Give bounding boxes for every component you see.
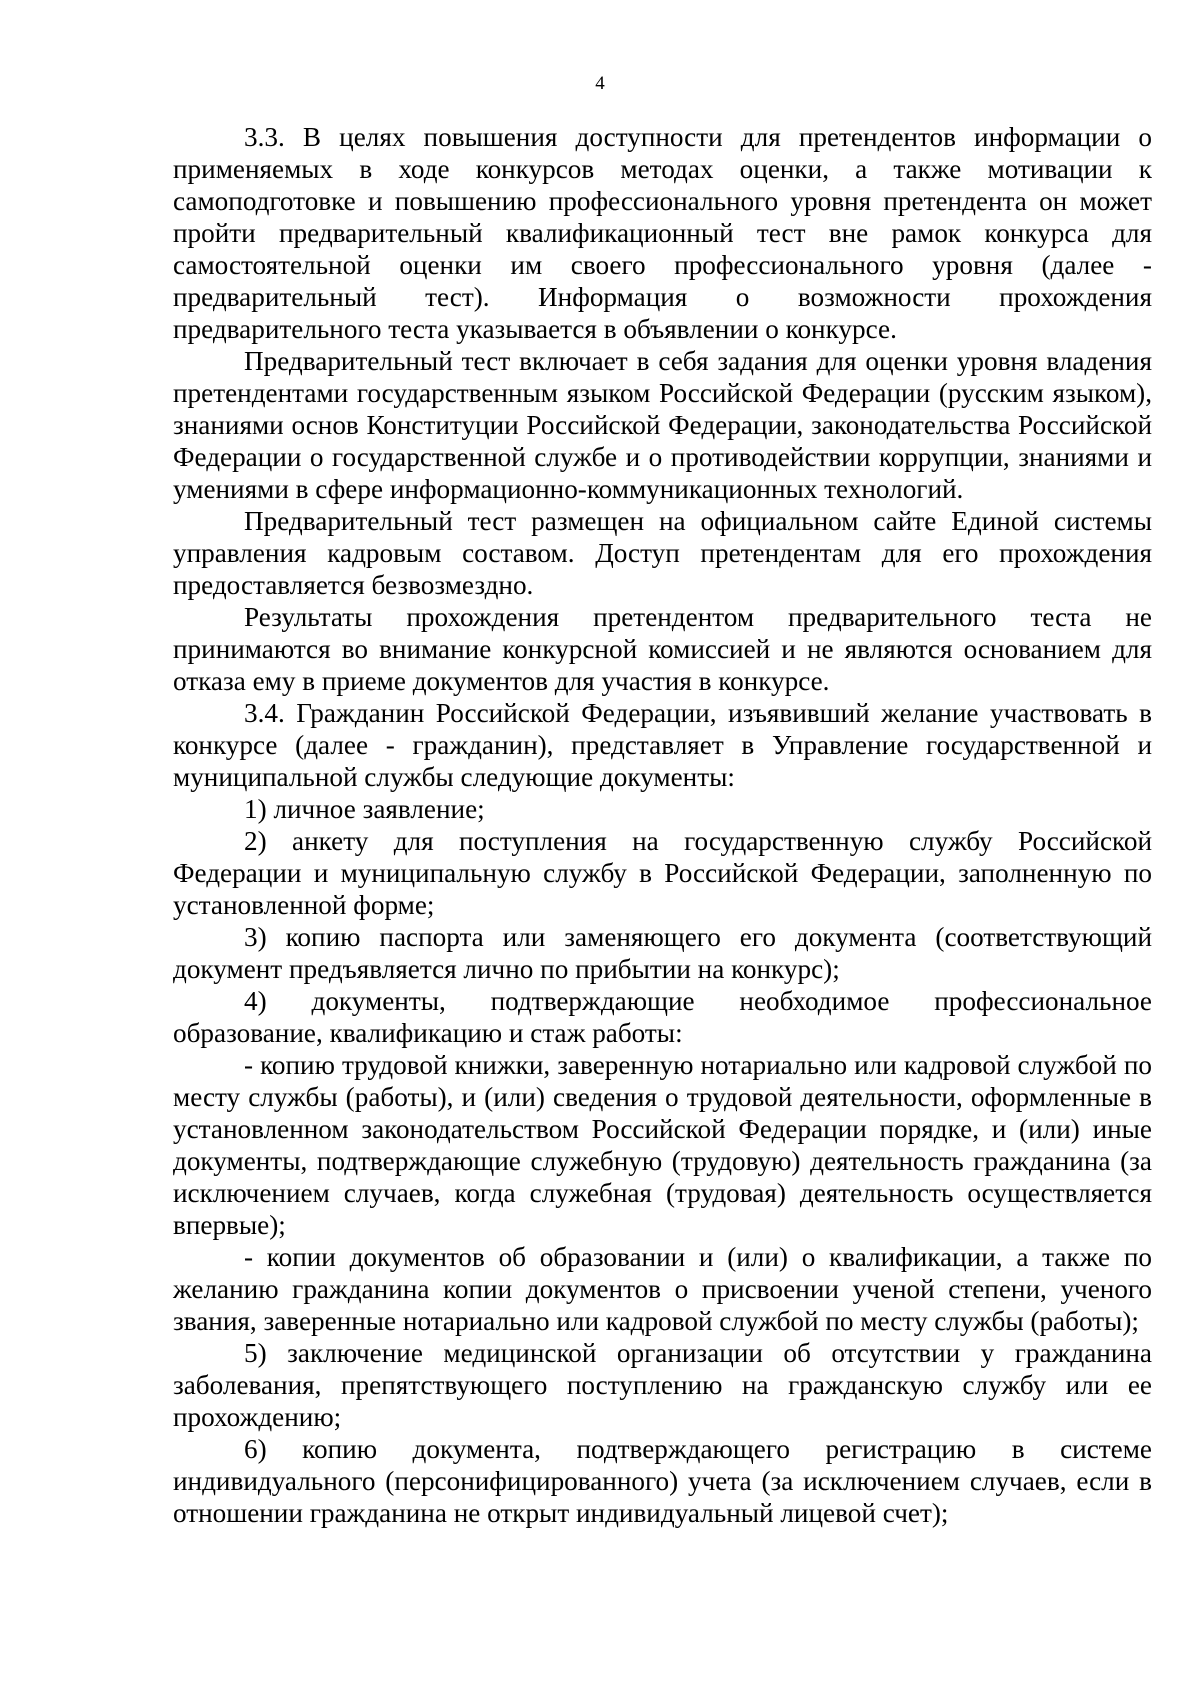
paragraph-preliminary-test-content: Предварительный тест включает в себя задания для оценки уровня владения претендентами государственным языком Российской Федерации (русским языком), знаниями основ Конституции Российской Федерации, законодательства Российской Федерации о государственной службе и о противодействии коррупции, знаниями и умениями в сфере информационно-коммуникационных технологий. — [173, 346, 1152, 504]
list-item-6: 6) копию документа, подтверждающего регистрацию в системе индивидуального (персонифицированного) учета (за исключением случаев, если в отношении гражданина не открыт индивидуальный лицевой счет); — [173, 1434, 1152, 1528]
list-item-5: 5) заключение медицинской организации об отсутствии у гражданина заболевания, препятствующего поступлению на гражданскую службу или ее прохождению; — [173, 1338, 1152, 1432]
paragraph-preliminary-test-results: Результаты прохождения претендентом предварительного теста не принимаются во внимание конкурсной комиссией и не являются основанием для отказа ему в приеме документов для участия в конкурсе. — [173, 602, 1152, 696]
list-item-3: 3) копию паспорта или заменяющего его документа (соответствующий документ предъявляется лично по прибытии на конкурс); — [173, 922, 1152, 984]
list-subitem-education-documents: - копии документов об образовании и (или) о квалификации, а также по желанию гражданина копии документов о присвоении ученой степени, ученого звания, заверенные нотариально или кадровой службой по месту службы (работы); — [173, 1242, 1152, 1336]
list-item-1: 1) личное заявление; — [244, 794, 485, 824]
list-item-2: 2) анкету для поступления на государственную службу Российской Федерации и муниципальную службу в Российской Федерации, заполненную по установленной форме; — [173, 826, 1152, 920]
list-subitem-work-book: - копию трудовой книжки, заверенную нотариально или кадровой службой по месту службы (работы), и (или) сведения о трудовой деятельности, оформленные в установленном законодательством Российской Федерации порядке, и (или) иные документы, подтверждающие служебную (трудовую) деятельность гражданина (за исключением случаев, когда служебная (трудовая) деятельность осуществляется впервые); — [173, 1050, 1152, 1240]
paragraph-3-3: 3.3. В целях повышения доступности для претендентов информации о применяемых в ходе конкурсов методах оценки, а также мотивации к самоподготовке и повышению профессионального уровня претендента он может пройти предварительный квалификационный тест вне рамок конкурса для самостоятельной оценки им своего профессионального уровня (далее - предварительный тест). Информация о возможности прохождения предварительного теста указывается в объявлении о конкурсе. — [173, 122, 1152, 344]
list-item-4: 4) документы, подтверждающие необходимое профессиональное образование, квалификацию и стаж работы: — [173, 986, 1152, 1048]
document-body — [173, 121, 1152, 1529]
page-number: 4 — [595, 73, 605, 94]
paragraph-3-4: 3.4. Гражданин Российской Федерации, изъявивший желание участвовать в конкурсе (далее - гражданин), представляет в Управление государственной и муниципальной службы следующие документы: — [173, 698, 1152, 792]
paragraph-preliminary-test-location: Предварительный тест размещен на официальном сайте Единой системы управления кадровым составом. Доступ претендентам для его прохождения предоставляется безвозмездно. — [173, 506, 1152, 600]
